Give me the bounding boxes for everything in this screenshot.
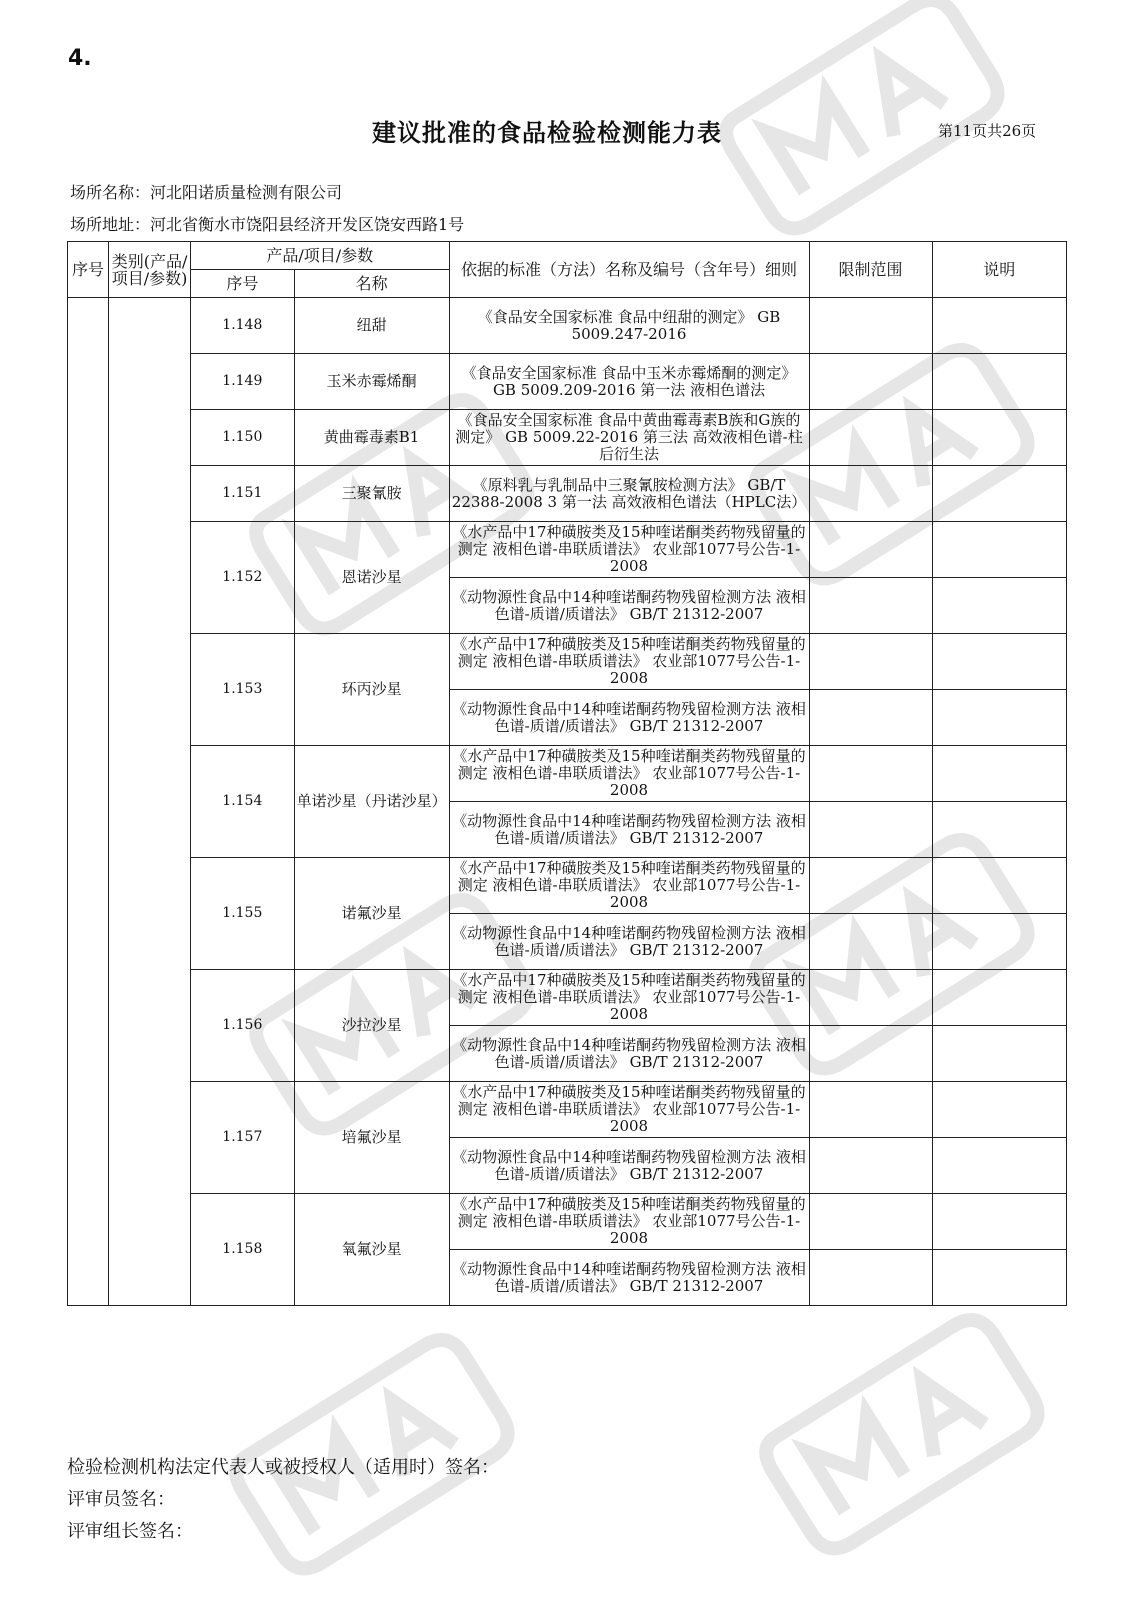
standard-method: 《动物源性食品中14种喹诺酮药物残留检测方法 液相色谱-质谱/质谱法》 GB/T 21312-2007 <box>449 802 809 858</box>
header-category: 类别(产品/项目/参数) <box>109 242 191 298</box>
leader-signature-label: 评审组长签名： <box>67 1521 193 1542</box>
item-index: 1.149 <box>191 354 295 410</box>
site-address: 场所地址：河北省衡水市饶阳县经济开发区饶安西路1号 <box>70 215 465 234</box>
item-name: 沙拉沙星 <box>294 970 449 1082</box>
item-name: 黄曲霉毒素B1 <box>294 410 449 466</box>
header-seq: 序号 <box>68 242 109 298</box>
standard-method: 《食品安全国家标准 食品中玉米赤霉烯酮的测定》 GB 5009.209-2016 第一法 液相色谱法 <box>449 354 809 410</box>
note-cell <box>932 466 1066 522</box>
standard-method: 《动物源性食品中14种喹诺酮药物残留检测方法 液相色谱-质谱/质谱法》 GB/T 21312-2007 <box>449 914 809 970</box>
section-number: 4. <box>68 46 92 71</box>
item-name: 环丙沙星 <box>294 634 449 746</box>
note-cell <box>932 522 1066 578</box>
table-row <box>68 1082 1067 1138</box>
item-index: 1.156 <box>191 970 295 1082</box>
item-index: 1.157 <box>191 1082 295 1194</box>
item-name: 氧氟沙星 <box>294 1194 449 1306</box>
page-number: 第11页共26页 <box>938 122 1037 140</box>
limit-cell <box>809 1194 932 1250</box>
limit-cell <box>809 1250 932 1306</box>
table-row <box>68 746 1067 802</box>
page-title: 建议批准的食品检验检测能力表 <box>372 119 722 147</box>
cma-watermark-icon <box>200 1320 540 1580</box>
item-index: 1.152 <box>191 522 295 634</box>
note-cell <box>932 1250 1066 1306</box>
table-row <box>68 354 1067 410</box>
note-cell <box>932 354 1066 410</box>
standard-method: 《动物源性食品中14种喹诺酮药物残留检测方法 液相色谱-质谱/质谱法》 GB/T 21312-2007 <box>449 690 809 746</box>
limit-cell <box>809 1138 932 1194</box>
standard-method: 《原料乳与乳制品中三聚氰胺检测方法》 GB/T 22388-2008 3 第一法 高效液相色谱法（HPLC法） <box>449 466 809 522</box>
item-name: 培氟沙星 <box>294 1082 449 1194</box>
note-cell <box>932 690 1066 746</box>
standard-method: 《水产品中17种磺胺类及15种喹诺酮类药物残留量的测定 液相色谱-串联质谱法》 农业部1077号公告-1-2008 <box>449 746 809 802</box>
item-index: 1.153 <box>191 634 295 746</box>
limit-cell <box>809 634 932 690</box>
standard-method: 《水产品中17种磺胺类及15种喹诺酮类药物残留量的测定 液相色谱-串联质谱法》 农业部1077号公告-1-2008 <box>449 1194 809 1250</box>
note-cell <box>932 1138 1066 1194</box>
table-row <box>68 858 1067 914</box>
item-index: 1.158 <box>191 1194 295 1306</box>
item-name: 诺氟沙星 <box>294 858 449 970</box>
limit-cell <box>809 858 932 914</box>
standard-method: 《水产品中17种磺胺类及15种喹诺酮类药物残留量的测定 液相色谱-串联质谱法》 农业部1077号公告-1-2008 <box>449 858 809 914</box>
limit-cell <box>809 1026 932 1082</box>
note-cell <box>932 802 1066 858</box>
item-index: 1.150 <box>191 410 295 466</box>
item-index: 1.148 <box>191 298 295 354</box>
note-cell <box>932 410 1066 466</box>
item-index: 1.151 <box>191 466 295 522</box>
table-row <box>68 1194 1067 1250</box>
capability-table <box>67 241 1067 1306</box>
note-cell <box>932 578 1066 634</box>
standard-method: 《动物源性食品中14种喹诺酮药物残留检测方法 液相色谱-质谱/质谱法》 GB/T 21312-2007 <box>449 1026 809 1082</box>
standard-method: 《水产品中17种磺胺类及15种喹诺酮类药物残留量的测定 液相色谱-串联质谱法》 农业部1077号公告-1-2008 <box>449 522 809 578</box>
limit-cell <box>809 354 932 410</box>
limit-cell <box>809 802 932 858</box>
standard-method: 《动物源性食品中14种喹诺酮药物残留检测方法 液相色谱-质谱/质谱法》 GB/T 21312-2007 <box>449 578 809 634</box>
item-name: 玉米赤霉烯酮 <box>294 354 449 410</box>
standard-method: 《水产品中17种磺胺类及15种喹诺酮类药物残留量的测定 液相色谱-串联质谱法》 农业部1077号公告-1-2008 <box>449 634 809 690</box>
note-cell <box>932 970 1066 1026</box>
table-row <box>68 634 1067 690</box>
category-cell <box>109 298 191 1306</box>
seq-cell <box>68 298 109 1306</box>
header-limit: 限制范围 <box>809 242 932 298</box>
limit-cell <box>809 410 932 466</box>
item-name: 纽甜 <box>294 298 449 354</box>
limit-cell <box>809 466 932 522</box>
note-cell <box>932 914 1066 970</box>
cma-watermark-icon <box>730 1300 1070 1560</box>
item-name: 恩诺沙星 <box>294 522 449 634</box>
standard-method: 《食品安全国家标准 食品中黄曲霉毒素B族和G族的测定》 GB 5009.22-2016 第三法 高效液相色谱-柱后衍生法 <box>449 410 809 466</box>
note-cell <box>932 1194 1066 1250</box>
limit-cell <box>809 522 932 578</box>
note-cell <box>932 858 1066 914</box>
note-cell <box>932 1082 1066 1138</box>
standard-method: 《动物源性食品中14种喹诺酮药物残留检测方法 液相色谱-质谱/质谱法》 GB/T 21312-2007 <box>449 1250 809 1306</box>
limit-cell <box>809 970 932 1026</box>
limit-cell <box>809 746 932 802</box>
site-name: 场所名称：河北阳诺质量检测有限公司 <box>70 183 343 202</box>
header-product-group: 产品/项目/参数 <box>191 242 449 270</box>
representative-signature-label: 检验检测机构法定代表人或被授权人（适用时）签名： <box>67 1457 499 1478</box>
table-row <box>68 466 1067 522</box>
standard-method: 《水产品中17种磺胺类及15种喹诺酮类药物残留量的测定 液相色谱-串联质谱法》 农业部1077号公告-1-2008 <box>449 1082 809 1138</box>
item-index: 1.155 <box>191 858 295 970</box>
limit-cell <box>809 578 932 634</box>
standard-method: 《动物源性食品中14种喹诺酮药物残留检测方法 液相色谱-质谱/质谱法》 GB/T 21312-2007 <box>449 1138 809 1194</box>
note-cell <box>932 298 1066 354</box>
limit-cell <box>809 914 932 970</box>
table-row <box>68 970 1067 1026</box>
note-cell <box>932 1026 1066 1082</box>
standard-method: 《食品安全国家标准 食品中纽甜的测定》 GB 5009.247-2016 <box>449 298 809 354</box>
header-standard: 依据的标准（方法）名称及编号（含年号）细则 <box>449 242 809 298</box>
item-name: 单诺沙星（丹诺沙星） <box>294 746 449 858</box>
limit-cell <box>809 298 932 354</box>
item-name: 三聚氰胺 <box>294 466 449 522</box>
limit-cell <box>809 1082 932 1138</box>
header-sub-name: 名称 <box>294 270 449 298</box>
table-body <box>68 298 1067 1306</box>
table-row <box>68 410 1067 466</box>
item-index: 1.154 <box>191 746 295 858</box>
header-sub-seq: 序号 <box>191 270 295 298</box>
table-row <box>68 298 1067 354</box>
table-row <box>68 522 1067 578</box>
reviewer-signature-label: 评审员签名： <box>67 1489 175 1510</box>
limit-cell <box>809 690 932 746</box>
standard-method: 《水产品中17种磺胺类及15种喹诺酮类药物残留量的测定 液相色谱-串联质谱法》 农业部1077号公告-1-2008 <box>449 970 809 1026</box>
note-cell <box>932 746 1066 802</box>
note-cell <box>932 634 1066 690</box>
header-note: 说明 <box>932 242 1066 298</box>
